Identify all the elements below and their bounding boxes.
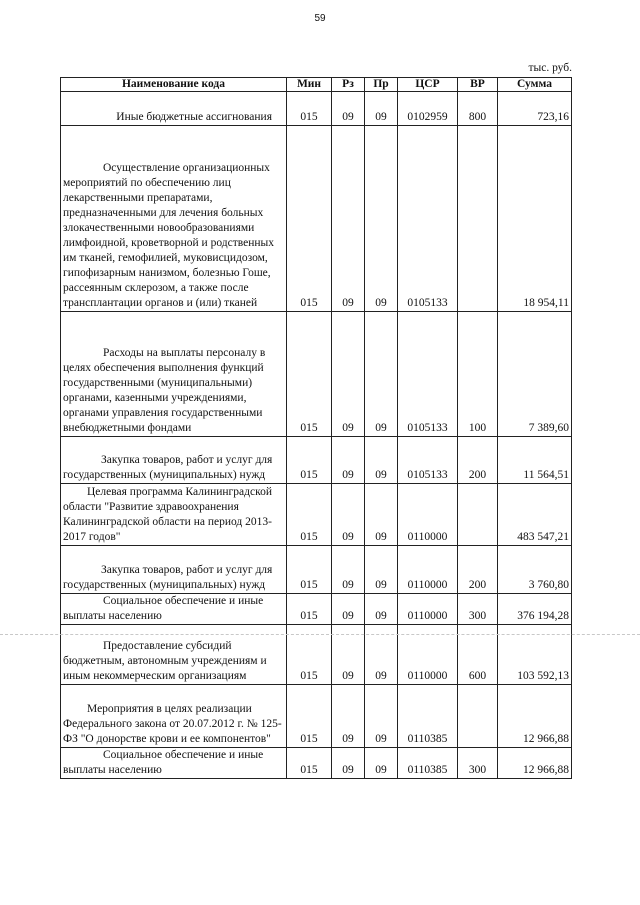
row-min: 015 (287, 126, 332, 312)
row-pr: 09 (365, 484, 398, 546)
row-min: 015 (287, 625, 332, 685)
row-csr: 0110000 (398, 594, 458, 625)
row-min: 015 (287, 748, 332, 779)
table-row (61, 126, 572, 312)
row-rz: 09 (332, 126, 365, 312)
row-pr: 09 (365, 312, 398, 437)
table-row (61, 312, 572, 437)
row-name: Предоставление субсидий бюджетным, автономным учреждениям и иным некоммерческим организациям (61, 625, 287, 685)
row-name: Социальное обеспечение и иные выплаты населению (61, 748, 287, 779)
budget-table (60, 77, 572, 779)
row-vr: 200 (458, 437, 498, 484)
header-csr: ЦСР (398, 78, 458, 92)
row-vr: 100 (458, 312, 498, 437)
row-vr (458, 685, 498, 748)
row-pr: 09 (365, 437, 398, 484)
row-sum: 12 966,88 (498, 685, 572, 748)
row-csr: 0105133 (398, 437, 458, 484)
row-csr: 0110385 (398, 748, 458, 779)
row-min: 015 (287, 312, 332, 437)
row-min: 015 (287, 685, 332, 748)
row-rz: 09 (332, 312, 365, 437)
table-row (61, 92, 572, 126)
row-sum: 12 966,88 (498, 748, 572, 779)
row-rz: 09 (332, 546, 365, 594)
row-vr: 800 (458, 92, 498, 126)
row-sum: 18 954,11 (498, 126, 572, 312)
page-number: 59 (314, 13, 326, 24)
row-sum: 483 547,21 (498, 484, 572, 546)
table-row (61, 748, 572, 779)
row-rz: 09 (332, 484, 365, 546)
row-pr: 09 (365, 748, 398, 779)
row-vr (458, 484, 498, 546)
row-pr: 09 (365, 546, 398, 594)
row-csr: 0110385 (398, 685, 458, 748)
row-csr: 0102959 (398, 92, 458, 126)
row-rz: 09 (332, 437, 365, 484)
row-name: Целевая программа Калининградской области "Развитие здравоохранения Калининградской области на период 2013-2017 годов" (61, 484, 287, 546)
table-row (61, 546, 572, 594)
row-rz: 09 (332, 92, 365, 126)
row-csr: 0110000 (398, 625, 458, 685)
row-csr: 0110000 (398, 484, 458, 546)
row-pr: 09 (365, 685, 398, 748)
row-min: 015 (287, 594, 332, 625)
row-name: Иные бюджетные ассигнования (61, 92, 287, 126)
row-sum: 376 194,28 (498, 594, 572, 625)
row-name: Закупка товаров, работ и услуг для государственных (муниципальных) нужд (61, 437, 287, 484)
row-min: 015 (287, 546, 332, 594)
row-sum: 11 564,51 (498, 437, 572, 484)
row-min: 015 (287, 437, 332, 484)
row-vr: 300 (458, 748, 498, 779)
row-sum: 103 592,13 (498, 625, 572, 685)
scan-divider-line (0, 634, 640, 636)
units-label: тыс. руб. (528, 62, 572, 74)
row-rz: 09 (332, 625, 365, 685)
row-csr: 0105133 (398, 312, 458, 437)
row-vr: 200 (458, 546, 498, 594)
row-name: Закупка товаров, работ и услуг для государственных (муниципальных) нужд (61, 546, 287, 594)
row-pr: 09 (365, 625, 398, 685)
row-csr: 0110000 (398, 546, 458, 594)
table-header-row (61, 78, 572, 92)
row-min: 015 (287, 92, 332, 126)
row-min: 015 (287, 484, 332, 546)
row-rz: 09 (332, 685, 365, 748)
row-sum: 723,16 (498, 92, 572, 126)
row-pr: 09 (365, 594, 398, 625)
row-sum: 3 760,80 (498, 546, 572, 594)
row-pr: 09 (365, 126, 398, 312)
row-vr: 600 (458, 625, 498, 685)
header-name: Наименование кода (61, 78, 287, 92)
header-pr: Пр (365, 78, 398, 92)
header-sum: Сумма (498, 78, 572, 92)
row-rz: 09 (332, 594, 365, 625)
header-rz: Рз (332, 78, 365, 92)
table-row (61, 685, 572, 748)
row-name: Осуществление организационных мероприятий по обеспечению лиц лекарственными препаратами, предназначенными для лечения больных злокачественными новообразованиями лимфоидной, кроветворной и родственных им тканей, гемофилией, муковисцидозом, гипофизарным нанизмом, болезнью Гоше, рассеянным склерозом, а также после трансплантации органов и (или) тканей (61, 126, 287, 312)
table-row (61, 437, 572, 484)
row-pr: 09 (365, 92, 398, 126)
row-name: Социальное обеспечение и иные выплаты населению (61, 594, 287, 625)
row-name: Расходы на выплаты персоналу в целях обеспечения выполнения функций государственными (муниципальными) органами, казенными учреждениями, органами управления государственными внебюджетными фондами (61, 312, 287, 437)
header-vr: ВР (458, 78, 498, 92)
row-vr (458, 126, 498, 312)
row-sum: 7 389,60 (498, 312, 572, 437)
row-name: Мероприятия в целях реализации Федерального закона от 20.07.2012 г. № 125-ФЗ "О донорстве крови и ее компонентов" (61, 685, 287, 748)
row-csr: 0105133 (398, 126, 458, 312)
table-row (61, 484, 572, 546)
row-vr: 300 (458, 594, 498, 625)
table-row (61, 594, 572, 625)
header-min: Мин (287, 78, 332, 92)
row-rz: 09 (332, 748, 365, 779)
